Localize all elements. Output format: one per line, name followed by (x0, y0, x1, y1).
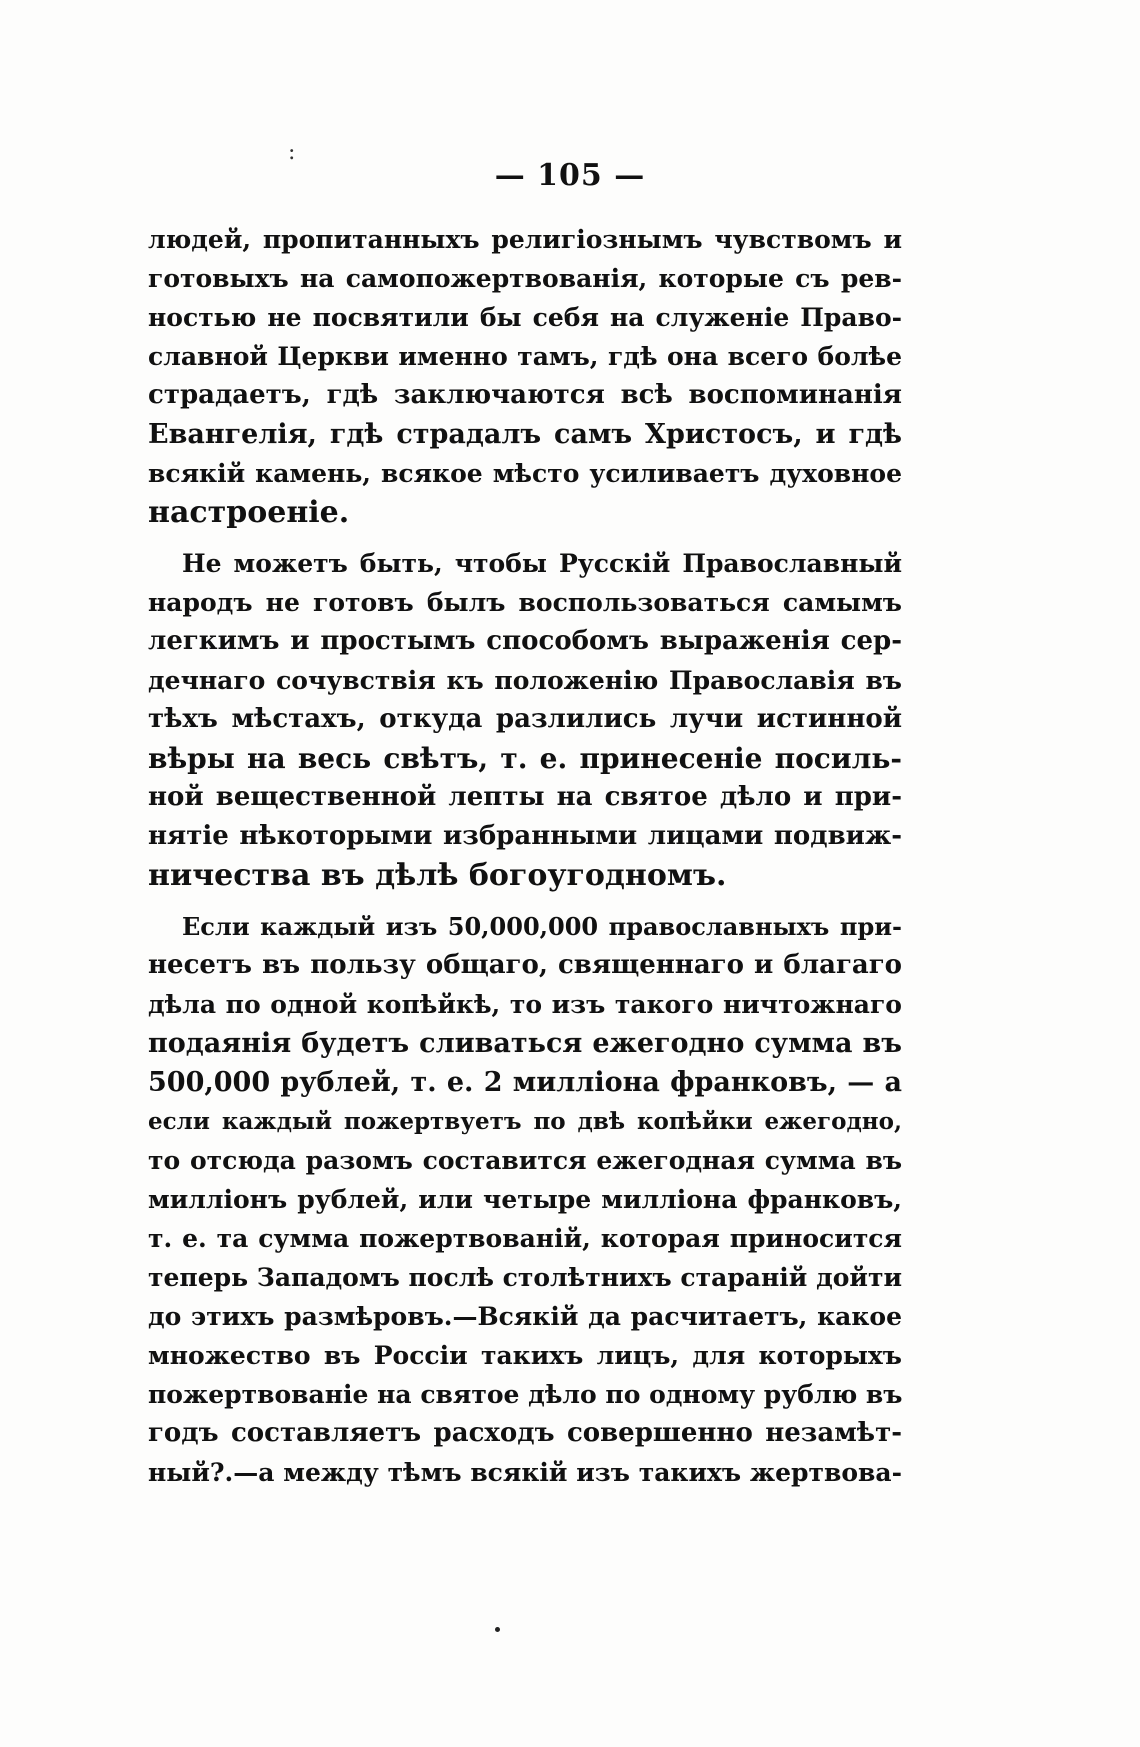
text-line: т. е. та сумма пожертвованій, которая приносится (148, 1224, 902, 1253)
text-line: народъ не готовъ былъ воспользоваться самымъ (148, 588, 902, 617)
text-line: Евангелія, гдѣ страдалъ самъ Христосъ, и гдѣ (148, 419, 902, 450)
text-line: готовыхъ на самопожертвованія, которые съ рев- (148, 264, 902, 293)
text-line: людей, пропитанныхъ религіознымъ чувствомъ и (148, 225, 902, 254)
text-line: Не можетъ быть, чтобы Русскій Православный (182, 549, 902, 578)
text-line: ничества въ дѣлѣ богоугодномъ. (148, 858, 727, 893)
page-number: — 105 — (494, 158, 646, 193)
paragraph-3 (148, 907, 902, 1492)
text-line: подаянія будетъ сливаться ежегодно сумма въ (148, 1028, 902, 1059)
text-line: ной вещественной лепты на святое дѣло и при- (148, 782, 902, 812)
text-line: настроеніе. (148, 495, 350, 530)
text-line: ностью не посвятили бы себя на служеніе Право- (148, 303, 902, 332)
text-line: ный?.—а между тѣмъ всякій изъ такихъ жертвова- (148, 1458, 902, 1487)
text-line: 500,000 рублей, т. е. 2 милліона франковъ, — а (148, 1067, 902, 1098)
paragraph-2 (148, 544, 902, 895)
text-line: то отсюда разомъ составится ежегодная сумма въ (148, 1146, 902, 1175)
text-line: страдаетъ, гдѣ заключаются всѣ воспоминанія (148, 380, 902, 410)
text-line: до этихъ размѣровъ.—Всякій да расчитаетъ, какое (148, 1302, 902, 1331)
text-line: милліонъ рублей, или четыре милліона франковъ, (148, 1185, 902, 1214)
text-line: годъ составляетъ расходъ совершенно незамѣт- (148, 1418, 902, 1448)
text-line: несетъ въ пользу общаго, священнаго и благаго (148, 950, 902, 980)
text-line: легкимъ и простымъ способомъ выраженія сер- (148, 626, 902, 656)
text-line: Если каждый изъ 50,000,000 православныхъ при- (182, 912, 902, 941)
ink-dot (495, 1627, 500, 1632)
text-line: дѣла по одной копѣйкѣ, то изъ такого ничтожнаго (148, 990, 902, 1019)
text-line: тѣхъ мѣстахъ, откуда разлились лучи истинной (148, 704, 902, 734)
text-line: множество въ Россіи такихъ лицъ, для которыхъ (148, 1341, 902, 1370)
text-line: пожертвованіе на святое дѣло по одному рублю въ (148, 1380, 902, 1409)
text-line: вѣры на весь свѣтъ, т. е. принесеніе посиль- (148, 742, 902, 775)
stray-mark: : (288, 140, 296, 165)
text-line: теперь Западомъ послѣ столѣтнихъ стараній дойти (148, 1263, 902, 1292)
text-line: славной Церкви именно тамъ, гдѣ она всего болѣе (148, 342, 902, 371)
text-line: если каждый пожертвуетъ по двѣ копѣйки ежегодно, (148, 1108, 902, 1135)
text-line: дечнаго сочувствія къ положенію Православія въ (148, 666, 902, 695)
text-line: нятіе нѣкоторыми избранными лицами подвиж- (148, 821, 902, 851)
text-line: всякій камень, всякое мѣсто усиливаетъ духовное (148, 459, 902, 488)
paragraph-1 (148, 220, 902, 532)
body-text (148, 220, 902, 1492)
